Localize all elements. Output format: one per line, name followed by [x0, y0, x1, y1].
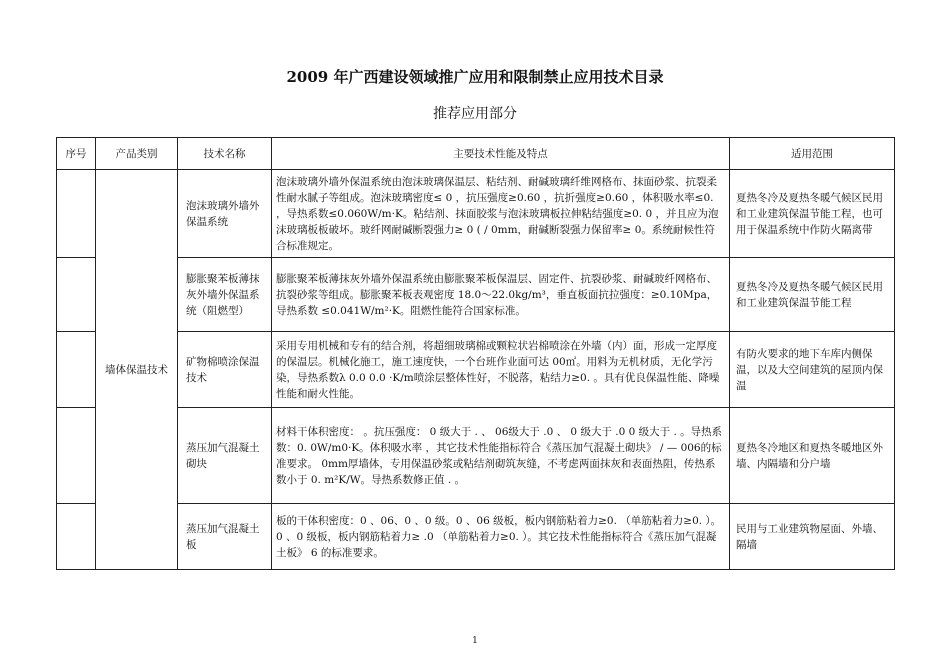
header-features: 主要技术性能及特点 — [272, 138, 730, 170]
table-row — [57, 504, 895, 570]
document-subtitle: 推荐应用部分 — [433, 106, 517, 122]
product-category: 墙体保温技术 — [96, 170, 178, 570]
table-row — [57, 170, 895, 258]
application-scope: 民用与工业建筑物屋面、外墙、隔墙 — [730, 504, 895, 570]
application-scope: 夏热冬冷及夏热冬暖气候区民用和工业建筑保温节能工程 — [730, 258, 895, 332]
tech-name: 蒸压加气混凝土砌块 — [178, 408, 272, 504]
header-scope: 适用范围 — [730, 138, 895, 170]
tech-name: 蒸压加气混凝土板 — [178, 504, 272, 570]
tech-features: 膨胀聚苯板薄抹灰外墙外保温系统由膨胀聚苯板保温层、固定件、抗裂砂浆、耐碱玻纤网格布、抗裂砂浆等组成。膨胀聚苯板表观密度 18.0～22.0kg/m³，垂直板面抗拉强度：≥0.10Mpa，导热系数 ≤0.041W/m²·K。阻燃性能符合国家标准。 — [272, 258, 730, 332]
row-seq — [57, 408, 96, 504]
header-category: 产品类别 — [96, 138, 178, 170]
tech-features: 采用专用机械和专有的结合剂，将超细玻璃棉或颗粒状岩棉喷涂在外墙（内）面，形成一定厚度的保温层。机械化施工，施工速度快，一个台班作业面可达 00㎡。用料为无机材质，无化学污染，导热系数λ 0.0 0.0 ·K/m喷涂层整体性好，不脱落，粘结力≥0. 。具有优良保温性能、降噪性能和耐火性能。 — [272, 332, 730, 408]
row-seq — [57, 332, 96, 408]
row-seq — [57, 504, 96, 570]
tech-features: 板的干体积密度：0 、06、0 、0 级。0 、06 级板，板内钢筋粘着力≥0. （单筋粘着力≥0. ）。0 、0 级板，板内钢筋粘着力≥ .0 （单筋粘着力≥0. ）。其它技术性能指标符合《蒸压加气混凝土板》 6 的标准要求。 — [272, 504, 730, 570]
header-seq: 序号 — [57, 138, 96, 170]
page-number: 1 — [472, 636, 478, 646]
tech-name: 矿物棉喷涂保温技术 — [178, 332, 272, 408]
table-row — [57, 332, 895, 408]
application-scope: 夏热冬冷地区和夏热冬暖地区外墙、内隔墙和分户墙 — [730, 408, 895, 504]
header-tech-name: 技术名称 — [178, 138, 272, 170]
document-title: 2009 年广西建设领域推广应用和限制禁止应用技术目录 — [286, 68, 664, 86]
tech-name: 膨胀聚苯板薄抹灰外墙外保温系统（阻燃型） — [178, 258, 272, 332]
table-header-row — [57, 138, 895, 170]
tech-features: 泡沫玻璃外墙外保温系统由泡沫玻璃保温层、粘结剂、耐碱玻璃纤维网格布、抹面砂浆、抗裂柔性耐水腻子等组成。泡沫玻璃密度≤ 0 ，抗压强度≥0.60 ，抗折强度≥0.60 ，体积吸水率≤0. ，导热系数≤0.060W/m·K。粘结剂、抹面胶浆与泡沫玻璃板拉伸粘结强度≥0. 0 ，并且应为泡沫玻璃板板破坏。玻纤网耐碱断裂强力≥ 0 ( / 0mm，耐碱断裂强力保留率≥ 0。系统耐候性符合标准规定。 — [272, 170, 730, 258]
table-row — [57, 408, 895, 504]
row-seq — [57, 170, 96, 258]
application-scope: 夏热冬冷及夏热冬暖气候区民用和工业建筑保温节能工程，也可用于保温系统中作防火隔离带 — [730, 170, 895, 258]
technology-table — [56, 137, 895, 570]
row-seq — [57, 258, 96, 332]
table-row — [57, 258, 895, 332]
tech-name: 泡沫玻璃外墙外保温系统 — [178, 170, 272, 258]
tech-features: 材料干体积密度： 。抗压强度： 0 级大于 . 、 06级大于 .0 、 0 级大于 .0 0 级大于 . 。导热系数：0. 0W/m0·K。体积吸水率 ，其它技术性能指标符合《蒸压加气混凝土砌块》 / — 006的标准要求。 0mm厚墙体，专用保温砂浆或粘结剂砌筑灰缝，不考虑两面抹灰和表面热阻，传热系数小于 0. m²K/W。导热系数修正值 . 。 — [272, 408, 730, 504]
application-scope: 有防火要求的地下车库内侧保温，以及大空间建筑的屋顶内保温 — [730, 332, 895, 408]
